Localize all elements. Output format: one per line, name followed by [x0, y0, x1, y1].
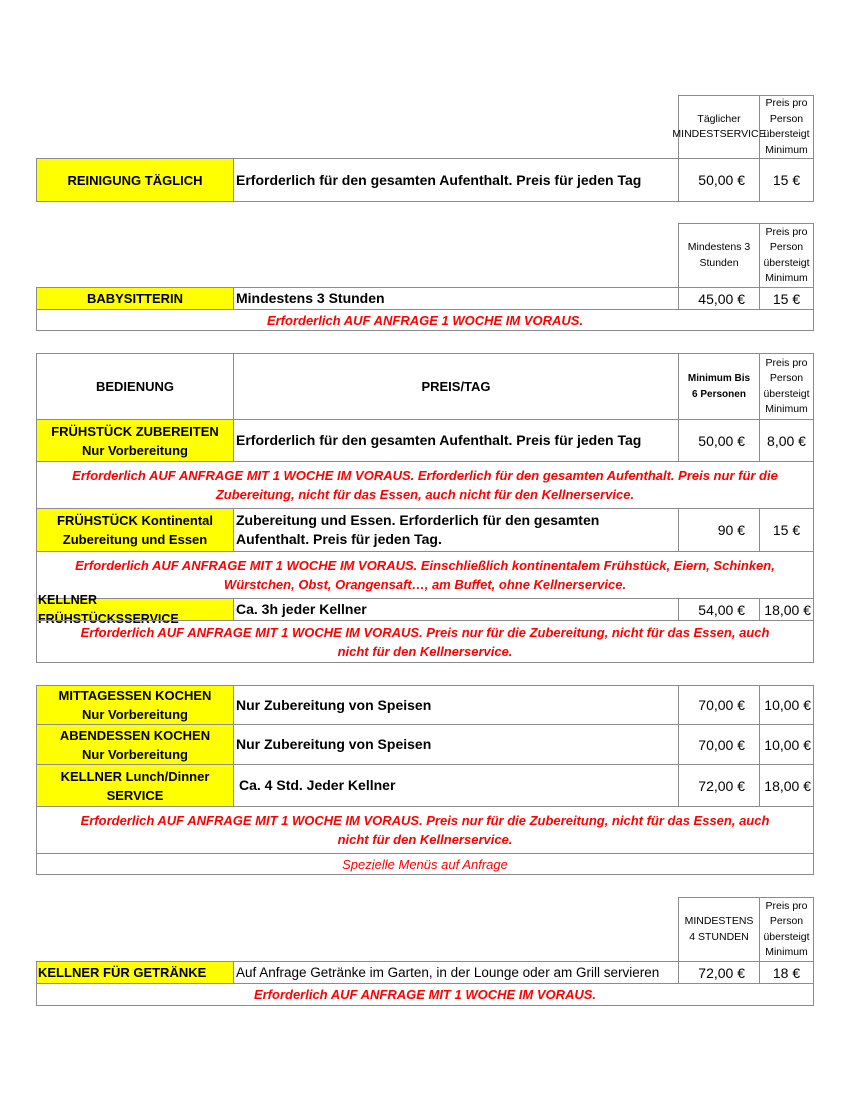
header-min-babysitter: Mindestens 3 Stunden [678, 223, 760, 288]
price-fruehstueck-zubereiten: 50,00 € [678, 419, 760, 462]
price-reinigung: 50,00 € [678, 158, 760, 202]
pp-kellner-fruehstueck: 18,00 € [759, 598, 814, 621]
note-babysitterin: Erforderlich AUF ANFRAGE 1 WOCHE IM VORAUS. [36, 309, 814, 331]
label-abendessen: ABENDESSEN KOCHEN Nur Vorbereitung [36, 724, 234, 765]
note-kellner-getraenke: Erforderlich AUF ANFRAGE MIT 1 WOCHE IM VORAUS. [36, 983, 814, 1006]
desc-kellner-lunch-dinner: Ca. 4 Std. Jeder Kellner [233, 764, 679, 807]
label-kellner-fruehstueck: KELLNER FRÜHSTÜCKSSERVICE [36, 598, 234, 621]
price-kellner-fruehstueck: 54,00 € [678, 598, 760, 621]
pp-abendessen: 10,00 € [759, 724, 814, 765]
label-fruehstueck-kontinental: FRÜHSTÜCK Kontinental Zubereitung und Essen [36, 508, 234, 552]
header-pp-breakfast: Preis pro Person übersteigt Minimum [759, 353, 814, 420]
desc-babysitterin: Mindestens 3 Stunden [233, 287, 679, 310]
desc-kellner-fruehstueck: Ca. 3h jeder Kellner [233, 598, 679, 621]
label-mittagessen: MITTAGESSEN KOCHEN Nur Vorbereitung [36, 685, 234, 725]
note-kellner-fruehstueck: Erforderlich AUF ANFRAGE MIT 1 WOCHE IM VORAUS. Preis nur für die Zubereitung, nicht für das Essen, auch nicht für den Kellnerservice. [36, 620, 814, 663]
pp-fruehstueck-zubereiten: 8,00 € [759, 419, 814, 462]
desc-mittagessen: Nur Zubereitung von Speisen [233, 685, 679, 725]
desc-fruehstueck-kontinental: Zubereitung und Essen. Erforderlich für den gesamten Aufenthalt. Preis für jeden Tag. [233, 508, 679, 552]
pp-kellner-lunch-dinner: 18,00 € [759, 764, 814, 807]
desc-reinigung: Erforderlich für den gesamten Aufenthalt. Preis für jeden Tag [233, 158, 679, 202]
desc-abendessen: Nur Zubereitung von Speisen [233, 724, 679, 765]
label-reinigung: REINIGUNG TÄGLICH [36, 158, 234, 202]
price-babysitterin: 45,00 € [678, 287, 760, 310]
desc-fruehstueck-zubereiten: Erforderlich für den gesamten Aufenthalt. Preis für jeden Tag [233, 419, 679, 462]
pp-fruehstueck-kontinental: 15 € [759, 508, 814, 552]
header-preis-tag: PREIS/TAG [233, 353, 679, 420]
pp-kellner-getraenke: 18 € [759, 961, 814, 984]
header-min-drinks: MINDESTENS 4 STUNDEN [678, 897, 760, 962]
price-kellner-getraenke: 72,00 € [678, 961, 760, 984]
note-fruehstueck-zubereiten: Erforderlich AUF ANFRAGE MIT 1 WOCHE IM VORAUS. Erforderlich für den gesamten Aufenthalt. Preis nur für die Zubereitung, nicht für das Essen, auch nicht für den Kellnerservice. [36, 461, 814, 509]
note-lunch-dinner: Erforderlich AUF ANFRAGE MIT 1 WOCHE IM VORAUS. Preis nur für die Zubereitung, nicht für das Essen, auch nicht für den Kellnerservice. [36, 806, 814, 854]
pp-mittagessen: 10,00 € [759, 685, 814, 725]
label-kellner-getraenke: KELLNER FÜR GETRÄNKE [36, 961, 234, 984]
pp-babysitterin: 15 € [759, 287, 814, 310]
note-fruehstueck-kontinental: Erforderlich AUF ANFRAGE MIT 1 WOCHE IM VORAUS. Einschließlich kontinentalem Frühstück, Eiern, Schinken, Würstchen, Obst, Orangensaft…, am Buffet, ohne Kellnerservice. [36, 551, 814, 599]
note-spezielle-menues: Spezielle Menüs auf Anfrage [36, 853, 814, 875]
header-min-breakfast: Minimum Bis 6 Personen [678, 353, 760, 420]
label-kellner-lunch-dinner: KELLNER Lunch/Dinner SERVICE [36, 764, 234, 807]
pp-reinigung: 15 € [759, 158, 814, 202]
header-pp-babysitter: Preis pro Person übersteigt Minimum [759, 223, 814, 288]
price-kellner-lunch-dinner: 72,00 € [678, 764, 760, 807]
header-pp-drinks: Preis pro Person übersteigt Minimum [759, 897, 814, 962]
price-abendessen: 70,00 € [678, 724, 760, 765]
header-pp-cleaning: Preis pro Person übersteigt Minimum [759, 95, 814, 159]
header-bedienung: BEDIENUNG [36, 353, 234, 420]
label-babysitterin: BABYSITTERIN [36, 287, 234, 310]
desc-kellner-getraenke: Auf Anfrage Getränke im Garten, in der Lounge oder am Grill servieren [233, 961, 679, 984]
price-fruehstueck-kontinental: 90 € [678, 508, 760, 552]
label-fruehstueck-zubereiten: FRÜHSTÜCK ZUBEREITEN Nur Vorbereitung [36, 419, 234, 462]
header-min-cleaning: Täglicher MINDESTSERVICE [678, 95, 760, 159]
price-mittagessen: 70,00 € [678, 685, 760, 725]
